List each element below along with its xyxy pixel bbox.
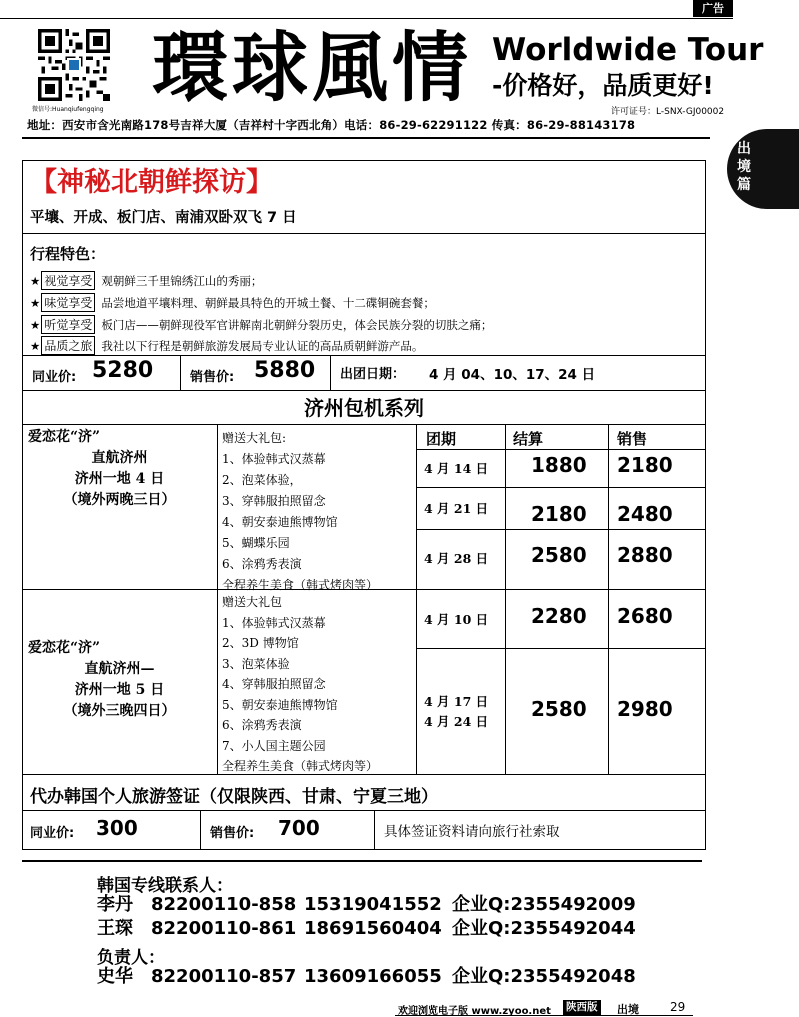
settle-price: 2580 (531, 697, 587, 721)
header-rule (22, 137, 710, 139)
contacts-rule (22, 860, 702, 862)
row-rule (416, 449, 706, 450)
col-header-date: 团期 (426, 430, 457, 448)
sale-price-cell: 2480 (617, 502, 673, 526)
footer-section: 出境 (617, 1003, 639, 1016)
jeju-section-title: 济州包机系列 (304, 396, 424, 420)
feature-item: ★ 听觉享受 板门店——朝鲜现役军官讲解南北朝鲜分裂历史，体会民族分裂的切肤之痛； (30, 315, 492, 334)
cell-rule (608, 424, 609, 774)
cell-rule (374, 810, 375, 850)
row-rule (22, 424, 706, 425)
brand-title: 環球風情 (152, 23, 472, 112)
departure-dates: 4 月 04、10、17、24 日 (429, 367, 596, 383)
settle-price: 2180 (531, 502, 587, 526)
sale-price-cell: 2880 (617, 543, 673, 567)
sale-price-label: 销售价: (190, 370, 235, 385)
contacts-heading: 韩国专线联系人： (97, 876, 233, 896)
brand-slogan: -价格好，品质更好! (492, 71, 714, 100)
row-rule (22, 810, 706, 811)
visa-peer-price: 300 (96, 816, 138, 840)
wechat-caption: 微信号:Huanqiufengqing (32, 106, 104, 113)
departure-date: 4 月 14 日 (424, 461, 489, 476)
sale-price-cell: 2980 (617, 697, 673, 721)
departure-date: 4 月 21 日 (424, 501, 489, 516)
contact-row: 王琛 82200110-861 18691560404 企业Q:2355492044 (97, 918, 636, 939)
sale-price-cell: 2680 (617, 604, 673, 628)
row-rule (22, 774, 706, 775)
footer-welcome: 欢迎浏览电子版 www.zyoo.net (398, 1006, 551, 1017)
visa-note: 具体签证资料请向旅行社索取 (384, 824, 560, 840)
feature-item: ★ 品质之旅 我社以下行程是朝鲜旅游发展局专业认证的高品质朝鲜游产品。 (30, 336, 423, 355)
row-rule (22, 355, 706, 356)
row-rule (416, 648, 706, 649)
contact-row: 李丹 82200110-858 15319041552 企业Q:2355492009 (97, 894, 636, 915)
visa-sale-price: 700 (278, 816, 320, 840)
cell-rule (180, 355, 181, 390)
cell-rule (330, 355, 331, 390)
footer-rule (395, 1015, 693, 1016)
settle-price: 2280 (531, 604, 587, 628)
row-rule (416, 529, 706, 530)
sale-price: 5880 (254, 358, 316, 383)
feature-item: ★ 味觉享受 品尝地道平壤料理、朝鲜最具特色的开城土餐、十二碟铜碗套餐； (30, 293, 435, 312)
row-rule (22, 233, 706, 234)
footer-edition: 陕西版 (563, 1000, 601, 1015)
peer-price: 5280 (92, 358, 154, 383)
qr-code-image (38, 29, 110, 101)
tour-subtitle: 平壤、开成、板门店、南浦双卧双飞 7 日 (30, 210, 297, 226)
ad-corner-tag: 广告 (693, 0, 733, 17)
row-rule (22, 390, 706, 391)
visa-peer-price-label: 同业价: (30, 826, 75, 841)
gift-list: 赠送大礼包: 1、体验韩式汉蒸幕 2、泡菜体验， 3、穿韩服拍照留念 4、朝安泰迪熊博物馆 5、蝴蝶乐园 6、涂鸦秀表演 全程养生美食（韩式烤肉等） (222, 431, 379, 592)
departure-date: 4 月 17 日 4 月 24 日 (424, 694, 489, 729)
side-tab-outbound: 出 境 篇 (727, 129, 799, 209)
cell-rule (416, 424, 417, 774)
row-rule (416, 487, 706, 488)
peer-price-label: 同业价: (32, 370, 77, 385)
gift-list: 赠送大礼包 1、体验韩式汉蒸幕 2、3D 博物馆 3、泡菜体验 4、穿韩服拍照留念 5、朝安泰迪熊博物馆 6、涂鸦秀表演 7、小人国主题公园 全程养生美食（韩式烤肉等） (222, 595, 379, 773)
package-name: 爱恋花“济” 直航济州 济州一地 4 日 （境外两晚三日） (28, 429, 176, 508)
visa-title: 代办韩国个人旅游签证（仅限陕西、甘肃、宁夏三地） (30, 787, 438, 807)
settle-price: 2580 (531, 543, 587, 567)
cell-rule (200, 810, 201, 850)
col-header-settle: 结算 (513, 430, 544, 448)
cell-rule (217, 424, 218, 774)
sale-price-cell: 2180 (617, 453, 673, 477)
col-header-sale: 销售 (617, 430, 648, 448)
license-number: 许可证号：L-SNX-GJ00002 (611, 107, 725, 117)
page-number: 29 (670, 1000, 686, 1014)
brand-title-en: Worldwide Tour (492, 32, 764, 68)
departure-date: 4 月 10 日 (424, 612, 489, 627)
top-rule (0, 18, 733, 19)
features-heading: 行程特色： (30, 245, 106, 263)
contact-row: 史华 82200110-857 13609166055 企业Q:2355492048 (97, 966, 636, 987)
tour-title: 【神秘北朝鲜探访】 (30, 167, 273, 198)
visa-sale-price-label: 销售价: (210, 826, 255, 841)
feature-item: ★ 视觉享受 观朝鲜三千里锦绣江山的秀丽； (30, 271, 262, 290)
row-rule (22, 589, 706, 590)
departure-label: 出团日期： (340, 367, 406, 382)
package-name: 爱恋花“济” 直航济州— 济州一地 5 日 （境外三晚四日） (28, 640, 176, 719)
settle-price: 1880 (531, 453, 587, 477)
cell-rule (505, 424, 506, 774)
departure-date: 4 月 28 日 (424, 551, 489, 566)
manager-heading: 负责人： (97, 948, 165, 968)
address-line: 地址：西安市含光南路178号吉祥大厦（吉祥村十字西北角）电话：86-29-62291122 传真：86-29-88143178 (27, 118, 636, 132)
